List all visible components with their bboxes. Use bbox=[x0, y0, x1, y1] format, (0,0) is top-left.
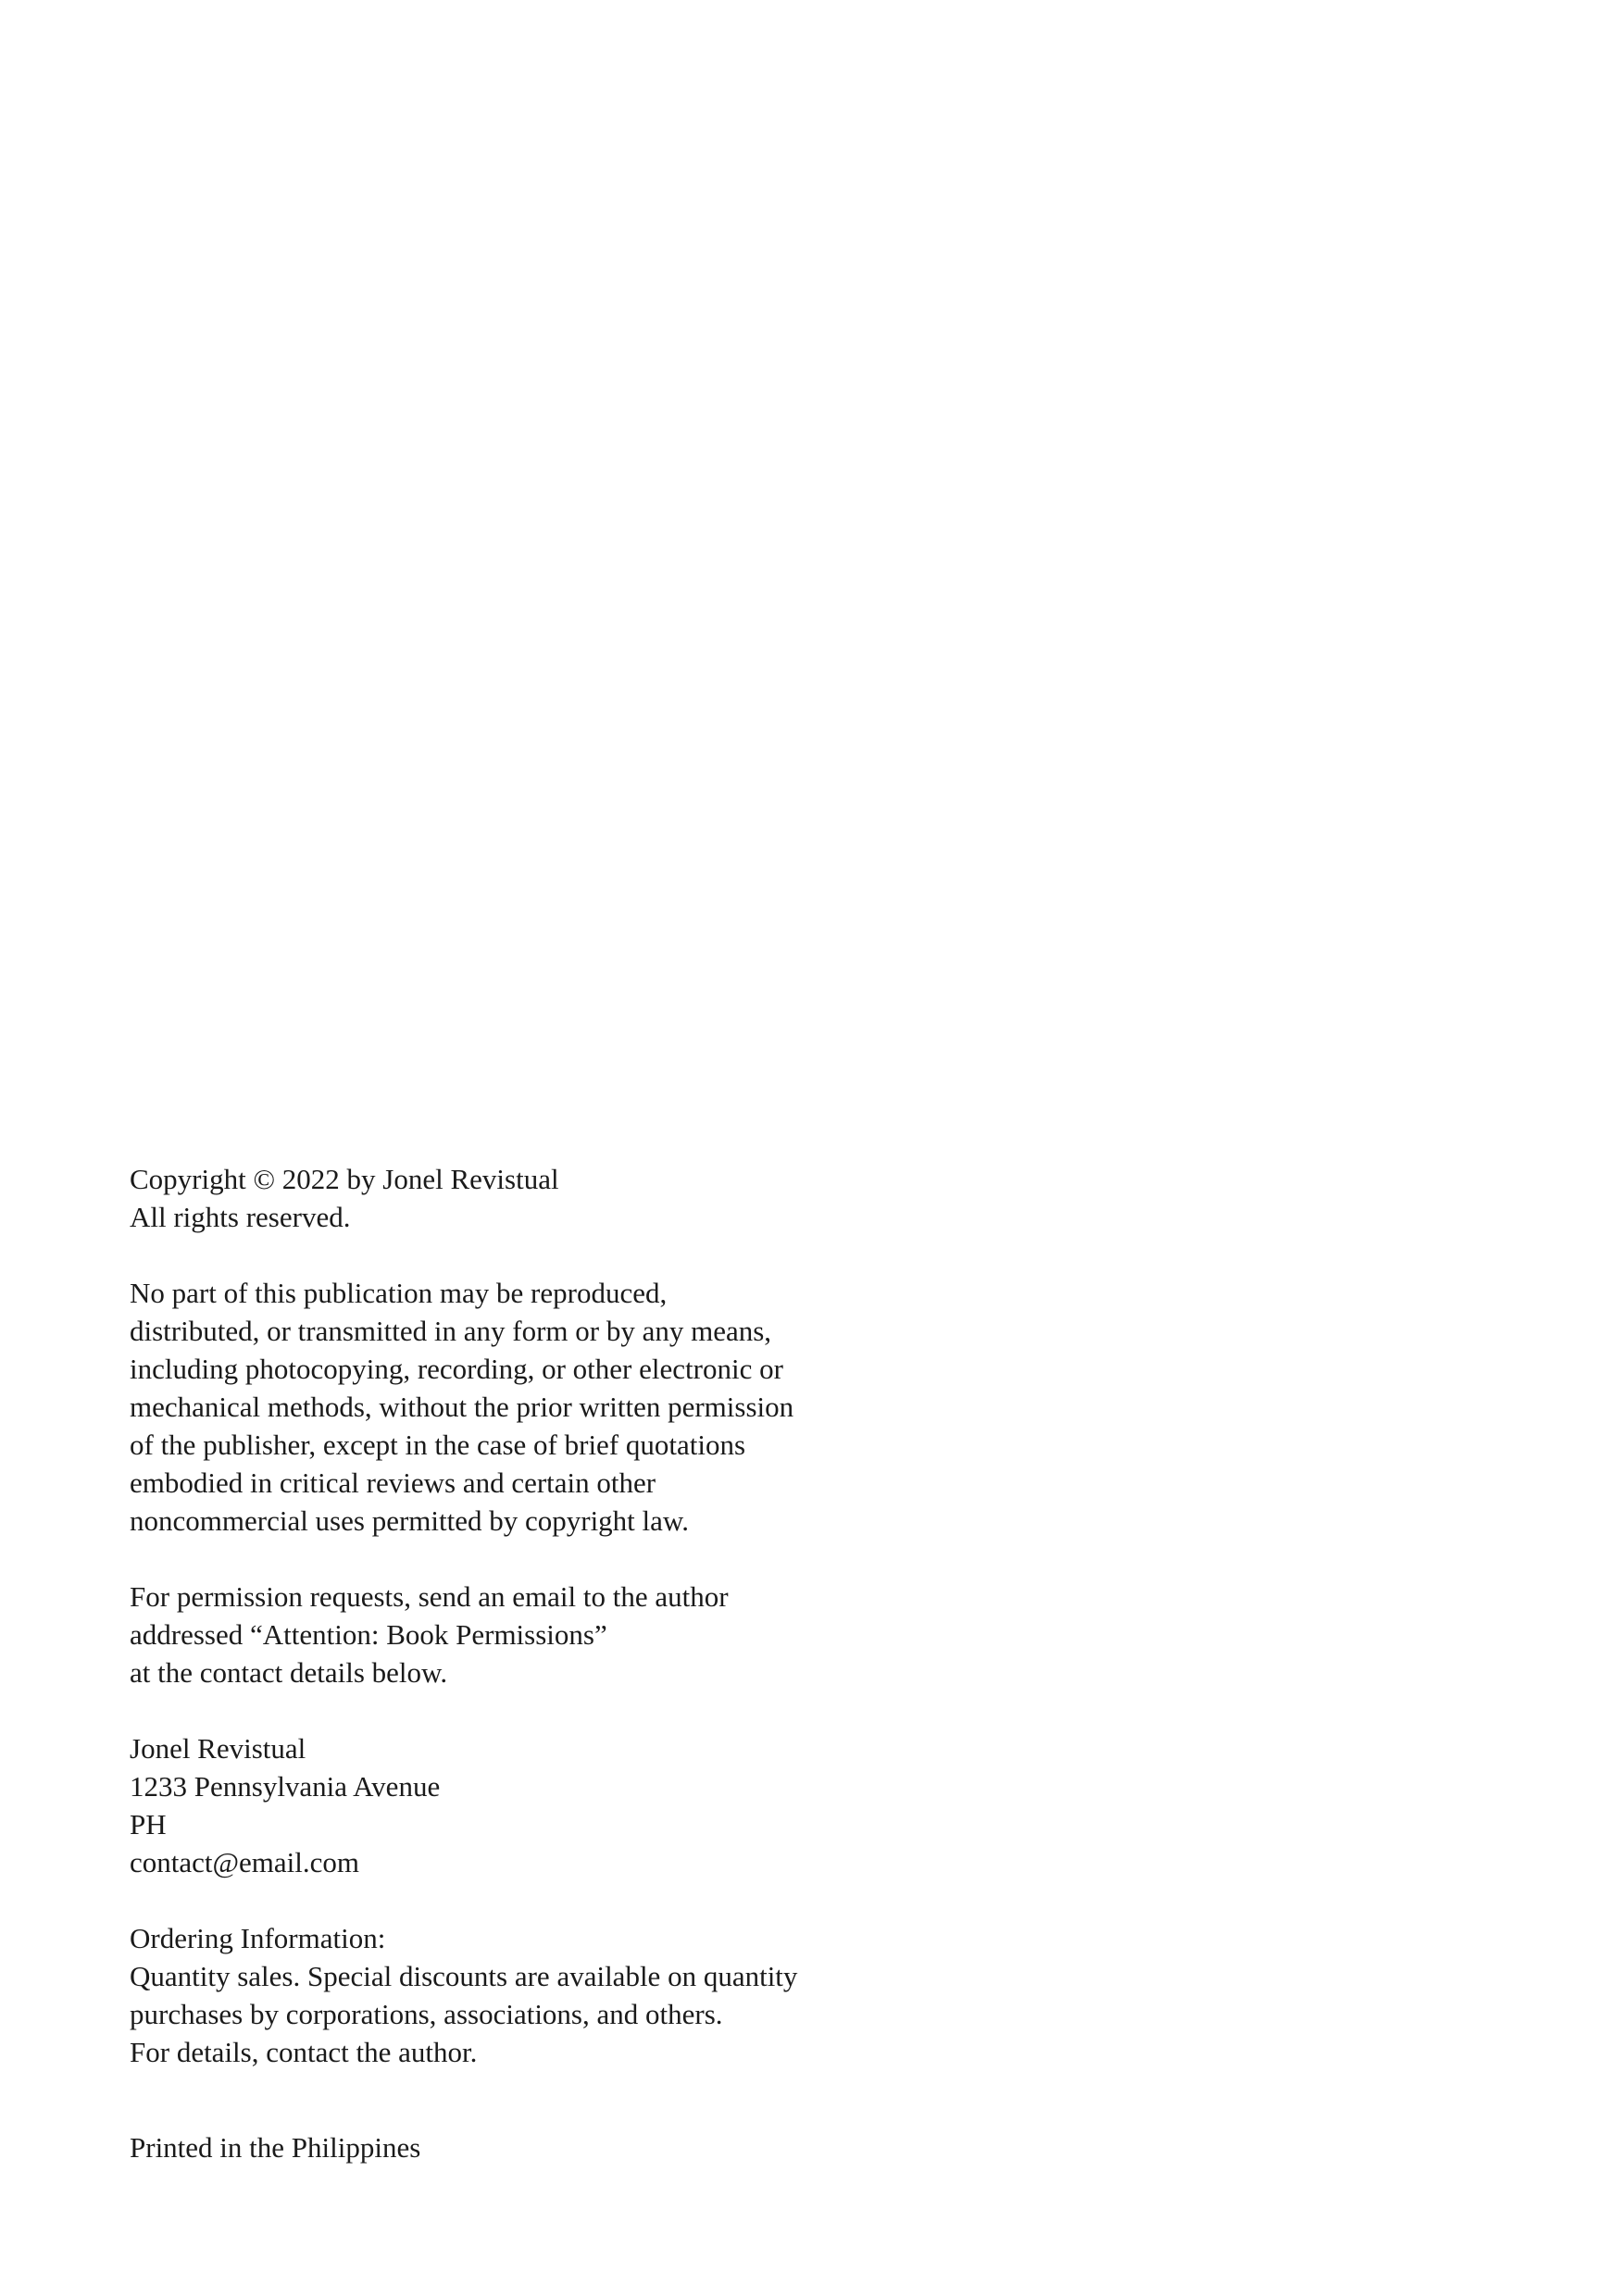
spacer bbox=[130, 1881, 889, 1919]
spacer bbox=[130, 1540, 889, 1578]
spacer bbox=[130, 1236, 889, 1274]
permission-line: noncommercial uses permitted by copyright law. bbox=[130, 1504, 690, 1537]
ordering-line: Quantity sales. Special discounts are available on quantity bbox=[130, 1960, 798, 1992]
permission-line: including photocopying, recording, or other electronic or bbox=[130, 1353, 783, 1385]
spacer bbox=[130, 2071, 889, 2128]
permission-line: of the publisher, except in the case of brief quotations bbox=[130, 1429, 746, 1461]
contact-email: contact@email.com bbox=[130, 1846, 360, 1878]
request-line: addressed “Attention: Book Permissions” bbox=[130, 1618, 607, 1651]
ordering-heading: Ordering Information: bbox=[130, 1922, 386, 1954]
ordering-line: purchases by corporations, associations, and others. bbox=[130, 1998, 723, 2030]
spacer bbox=[130, 1691, 889, 1729]
ordering-line: For details, contact the author. bbox=[130, 2036, 478, 2068]
contact-country: PH bbox=[130, 1808, 167, 1841]
permission-line: mechanical methods, without the prior written permission bbox=[130, 1391, 794, 1423]
printed-location: Printed in the Philippines bbox=[130, 2131, 421, 2164]
contact-block bbox=[130, 1729, 889, 1881]
rights-reserved: All rights reserved. bbox=[130, 1201, 351, 1233]
contact-name: Jonel Revistual bbox=[130, 1732, 306, 1765]
copyright-notice: Copyright © 2022 by Jonel Revistual bbox=[130, 1163, 559, 1195]
copyright-page-block bbox=[130, 1160, 889, 2166]
permission-paragraph bbox=[130, 1274, 889, 1540]
request-line: For permission requests, send an email to the author bbox=[130, 1580, 729, 1613]
request-line: at the contact details below. bbox=[130, 1656, 448, 1689]
request-paragraph bbox=[130, 1578, 889, 1691]
permission-line: embodied in critical reviews and certain other bbox=[130, 1466, 656, 1499]
contact-street: 1233 Pennsylvania Avenue bbox=[130, 1770, 441, 1803]
permission-line: distributed, or transmitted in any form or by any means, bbox=[130, 1315, 772, 1347]
permission-line: No part of this publication may be reproduced, bbox=[130, 1277, 668, 1309]
ordering-block bbox=[130, 1919, 889, 2071]
